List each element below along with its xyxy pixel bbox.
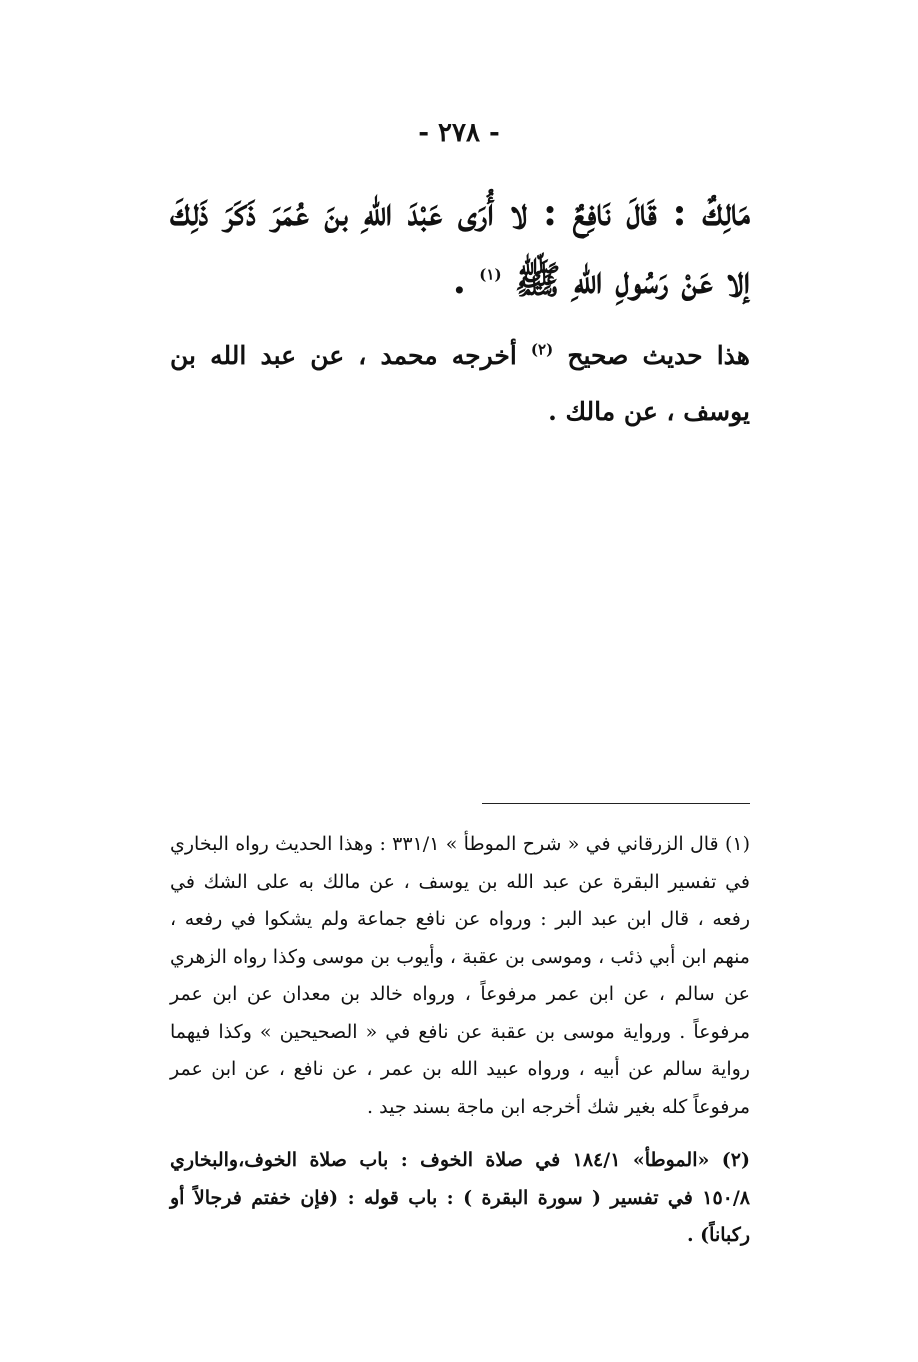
page-number: - ٢٧٨ - bbox=[418, 118, 500, 148]
footnotes bbox=[170, 826, 750, 1255]
footnote-2: (٢) «الموطأ» ١٨٤/١ في صلاة الخوف : باب صلاة الخوف،والبخاري ١٥٠/٨ في تفسير ( سورة البقرة ) : باب قوله : (فإن خفتم فرجالاً أو ركباناً) . bbox=[170, 1149, 750, 1246]
commentary-text bbox=[170, 328, 750, 440]
commentary-before: هذا حديث صحيح bbox=[567, 341, 750, 370]
footnote-divider bbox=[482, 803, 750, 804]
commentary-after: أخرجه محمد ، عن عبد الله بن يوسف ، عن مالك . bbox=[170, 341, 750, 426]
footnote-ref-2: (٢) bbox=[530, 340, 554, 359]
hadith-end: . bbox=[452, 257, 480, 302]
hadith-body: مَالِكٌ : قَالَ نَافِعٌ : لا أُرَى عَبْدَ اللهِ بنَ عُمَرَ ذَكَرَ ذَلِكَ إلا عَنْ رَسُولِ اللهِ ﷺ bbox=[170, 189, 750, 302]
footnote-ref-1: (١) bbox=[479, 265, 502, 284]
hadith-text bbox=[170, 178, 750, 314]
footnote-1: (١) قال الزرقاني في « شرح الموطأ » ٣٣١/١ : وهذا الحديث رواه البخاري في تفسير البقرة عن عبد الله بن يوسف ، عن مالك به على الشك في رفعه ، قال ابن عبد البر : ورواه عن نافع جماعة ولم يشكوا في رفعه ، منهم ابن أبي ذئب ، وموسى بن عقبة ، وأيوب بن موسى وكذا رواه الزهري عن سالم ، عن ابن عمر مرفوعاً ، ورواه خالد بن معدان عن ابن عمر مرفوعاً . ورواية موسى بن عقبة عن نافع في « الصحيحين » وكذا فيهما رواية سالم عن أبيه ، ورواه عبيد الله بن عمر ، عن نافع ، عن ابن عمر مرفوعاً كله بغير شك أخرجه ابن ماجة بسند جيد . bbox=[170, 833, 750, 1118]
